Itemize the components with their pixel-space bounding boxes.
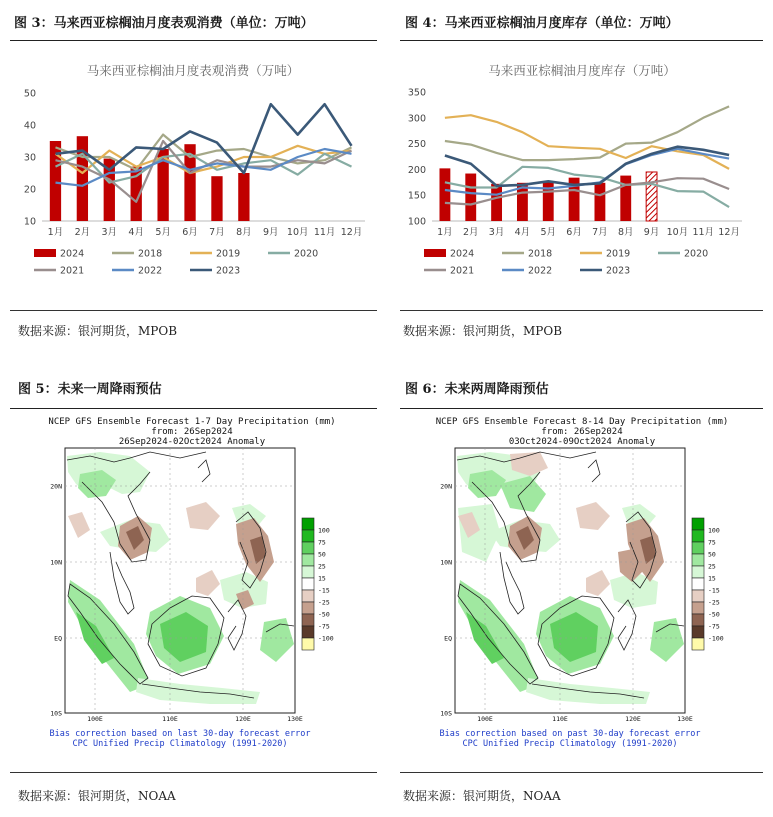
legend-label-2019: 2019 [216, 248, 241, 260]
colorbar-label: -50 [708, 610, 720, 619]
x-tick-label: 3月 [101, 227, 118, 238]
line-2019 [445, 115, 729, 169]
legend-swatch-2024 [34, 249, 56, 257]
x-tick-label: 1月 [437, 227, 453, 238]
lat-label: EQ [444, 634, 452, 643]
legend-label-2023: 2023 [606, 265, 631, 277]
colorbar-label: 15 [318, 574, 326, 583]
x-tick-label: 1月 [47, 227, 64, 238]
fig3-top-rule [10, 40, 377, 41]
bar-2024 [439, 168, 450, 221]
colorbar-cell [692, 518, 704, 530]
bar-2024 [491, 184, 502, 221]
x-tick-label: 7月 [592, 227, 608, 238]
colorbar-cell [692, 638, 704, 650]
fig4-source: 数据来源：银河期货，MPOB [403, 324, 563, 338]
map-header-title: NCEP GFS Ensemble Forecast 8-14 Day Precipitation (mm) [435, 417, 729, 427]
fig3-title: 图 3：马来西亚棕榈油月度表观消费（单位：万吨） [14, 16, 314, 31]
bar-2024 [594, 183, 605, 221]
colorbar-label: 100 [708, 526, 720, 535]
y-tick-label: 200 [407, 164, 426, 176]
legend-label-2019: 2019 [606, 248, 631, 260]
bar-2024 [646, 172, 657, 221]
colorbar-label: -25 [318, 598, 330, 607]
x-tick-label: 7月 [209, 227, 225, 238]
x-tick-label: 6月 [566, 227, 582, 238]
map-header-period: 26Sep2024-02Oct2024 Anomaly [118, 437, 266, 447]
x-tick-label: 9月 [643, 227, 660, 238]
y-tick-label: 350 [407, 87, 426, 99]
legend-label-2021: 2021 [450, 265, 475, 277]
fig5-source: 数据来源：银河期货，NOAA [18, 789, 176, 803]
x-tick-label: 11月 [692, 227, 715, 238]
map-header-title: NCEP GFS Ensemble Forecast 1-7 Day Precipitation (mm) [48, 417, 336, 427]
x-tick-label: 5月 [155, 227, 171, 238]
colorbar-cell [302, 614, 314, 626]
map-footer-climatology: CPC Unified Precip Climatology (1991-2020) [462, 739, 678, 749]
lon-label: 110E [552, 715, 568, 723]
y-tick-label: 20 [23, 184, 36, 196]
x-tick-label: 4月 [128, 227, 144, 238]
lon-label: 120E [625, 715, 641, 723]
legend-label-2022: 2022 [528, 265, 553, 277]
lat-label: 20N [50, 482, 62, 491]
legend-label-2024: 2024 [450, 248, 475, 260]
legend-label-2018: 2018 [138, 248, 163, 260]
lon-label: 110E [162, 715, 178, 723]
colorbar-label: -15 [318, 586, 330, 595]
colorbar-label: -100 [318, 634, 334, 643]
lon-label: 130E [677, 715, 693, 723]
colorbar-label: -25 [708, 598, 720, 607]
fig3-bottom-rule [10, 310, 377, 311]
colorbar-label: 15 [708, 574, 716, 583]
colorbar-label: -75 [708, 622, 720, 631]
x-tick-label: 2月 [462, 227, 479, 238]
x-tick-label: 10月 [286, 227, 309, 238]
colorbar-cell [692, 530, 704, 542]
legend-label-2020: 2020 [684, 248, 709, 260]
lon-label: 130E [287, 715, 303, 723]
x-tick-label: 6月 [182, 227, 198, 238]
fig6-top-rule [400, 408, 763, 409]
bar-2024 [77, 136, 88, 221]
bar-2024 [465, 174, 476, 221]
colorbar-label: 50 [708, 550, 716, 559]
map-header-from: from: 26Sep2024 [541, 427, 623, 437]
fig6-precip-map [400, 412, 763, 757]
lat-label: EQ [54, 634, 62, 643]
colorbar-cell [302, 638, 314, 650]
colorbar-label: 25 [708, 562, 716, 571]
colorbar-cell [302, 566, 314, 578]
colorbar-cell [692, 554, 704, 566]
y-tick-label: 40 [23, 120, 36, 132]
x-tick-label: 12月 [340, 227, 363, 238]
fig3-source: 数据来源：银河期货，MPOB [18, 324, 178, 338]
y-tick-label: 50 [23, 88, 36, 100]
y-tick-label: 300 [407, 113, 426, 125]
colorbar-label: -50 [318, 610, 330, 619]
lon-label: 100E [87, 715, 103, 723]
bar-2024 [620, 176, 631, 221]
map-footer-bias: Bias correction based on past 30-day forecast error [439, 729, 701, 739]
bar-2024 [211, 176, 222, 221]
fig4-title: 图 4：马来西亚棕榈油月度库存（单位：万吨） [405, 16, 679, 31]
colorbar-label: 25 [318, 562, 326, 571]
fig4-top-rule [400, 40, 763, 41]
x-tick-label: 11月 [313, 227, 336, 238]
fig5-bottom-rule [10, 772, 377, 773]
legend-label-2021: 2021 [60, 265, 85, 277]
y-tick-label: 100 [407, 216, 426, 228]
x-tick-label: 8月 [236, 227, 252, 238]
x-tick-label: 12月 [718, 227, 740, 238]
chart-title: 马来西亚棕榈油月度表观消费（万吨） [86, 63, 300, 78]
fig5-title: 图 5：未来一周降雨预估 [18, 382, 162, 397]
map-footer-bias: Bias correction based on last 30-day forecast error [49, 729, 311, 739]
colorbar-cell [302, 590, 314, 602]
lon-label: 100E [477, 715, 493, 723]
colorbar-label: 50 [318, 550, 326, 559]
lon-label: 120E [235, 715, 251, 723]
x-tick-label: 8月 [617, 227, 634, 238]
legend-label-2023: 2023 [216, 265, 241, 277]
x-tick-label: 4月 [514, 227, 531, 238]
colorbar-cell [302, 578, 314, 590]
colorbar-label: 100 [318, 526, 330, 535]
fig5-top-rule [10, 408, 377, 409]
colorbar-cell [302, 602, 314, 614]
lat-label: 10S [440, 709, 452, 718]
line-2019 [56, 146, 352, 173]
colorbar-label: -15 [708, 586, 720, 595]
colorbar-label: -100 [708, 634, 724, 643]
colorbar-cell [692, 578, 704, 590]
colorbar-cell [692, 626, 704, 638]
colorbar-cell [302, 626, 314, 638]
x-tick-label: 2月 [74, 227, 91, 238]
legend-label-2022: 2022 [138, 265, 163, 277]
colorbar-label: 75 [708, 538, 716, 547]
fig6-title: 图 6：未来两周降雨预估 [405, 382, 549, 397]
colorbar-cell [692, 590, 704, 602]
x-tick-label: 5月 [540, 227, 557, 238]
colorbar-cell [302, 530, 314, 542]
fig6-bottom-rule [400, 772, 763, 773]
x-tick-label: 10月 [666, 227, 689, 238]
colorbar-cell [692, 614, 704, 626]
map-header-period: 03Oct2024-09Oct2024 Anomaly [508, 437, 656, 447]
colorbar-cell [692, 602, 704, 614]
colorbar-label: -75 [318, 622, 330, 631]
map-footer-climatology: CPC Unified Precip Climatology (1991-2020) [72, 739, 288, 749]
lat-label: 10S [50, 709, 62, 718]
y-tick-label: 30 [23, 152, 36, 164]
colorbar-cell [302, 542, 314, 554]
legend-label-2018: 2018 [528, 248, 553, 260]
lat-label: 10N [440, 558, 452, 567]
colorbar-label: 75 [318, 538, 326, 547]
legend-label-2024: 2024 [60, 248, 85, 260]
legend-swatch-2024 [424, 249, 446, 257]
colorbar-cell [692, 542, 704, 554]
fig4-chart [400, 45, 763, 295]
x-tick-label: 3月 [488, 227, 505, 238]
x-tick-label: 9月 [263, 227, 279, 238]
colorbar-cell [692, 566, 704, 578]
colorbar-cell [302, 554, 314, 566]
lat-label: 10N [50, 558, 62, 567]
lat-label: 20N [440, 482, 452, 491]
y-tick-label: 150 [407, 190, 426, 202]
fig6-source: 数据来源：银河期货，NOAA [403, 789, 561, 803]
legend-label-2020: 2020 [294, 248, 319, 260]
fig4-bottom-rule [400, 310, 763, 311]
fig3-chart [10, 45, 377, 295]
y-tick-label: 10 [23, 216, 36, 228]
y-tick-label: 250 [407, 139, 426, 151]
fig5-precip-map [10, 412, 377, 757]
bar-2024 [238, 173, 249, 221]
colorbar-cell [302, 518, 314, 530]
chart-title: 马来西亚棕榈油月度库存（万吨） [488, 63, 676, 78]
map-header-from: from: 26Sep2024 [151, 427, 233, 437]
